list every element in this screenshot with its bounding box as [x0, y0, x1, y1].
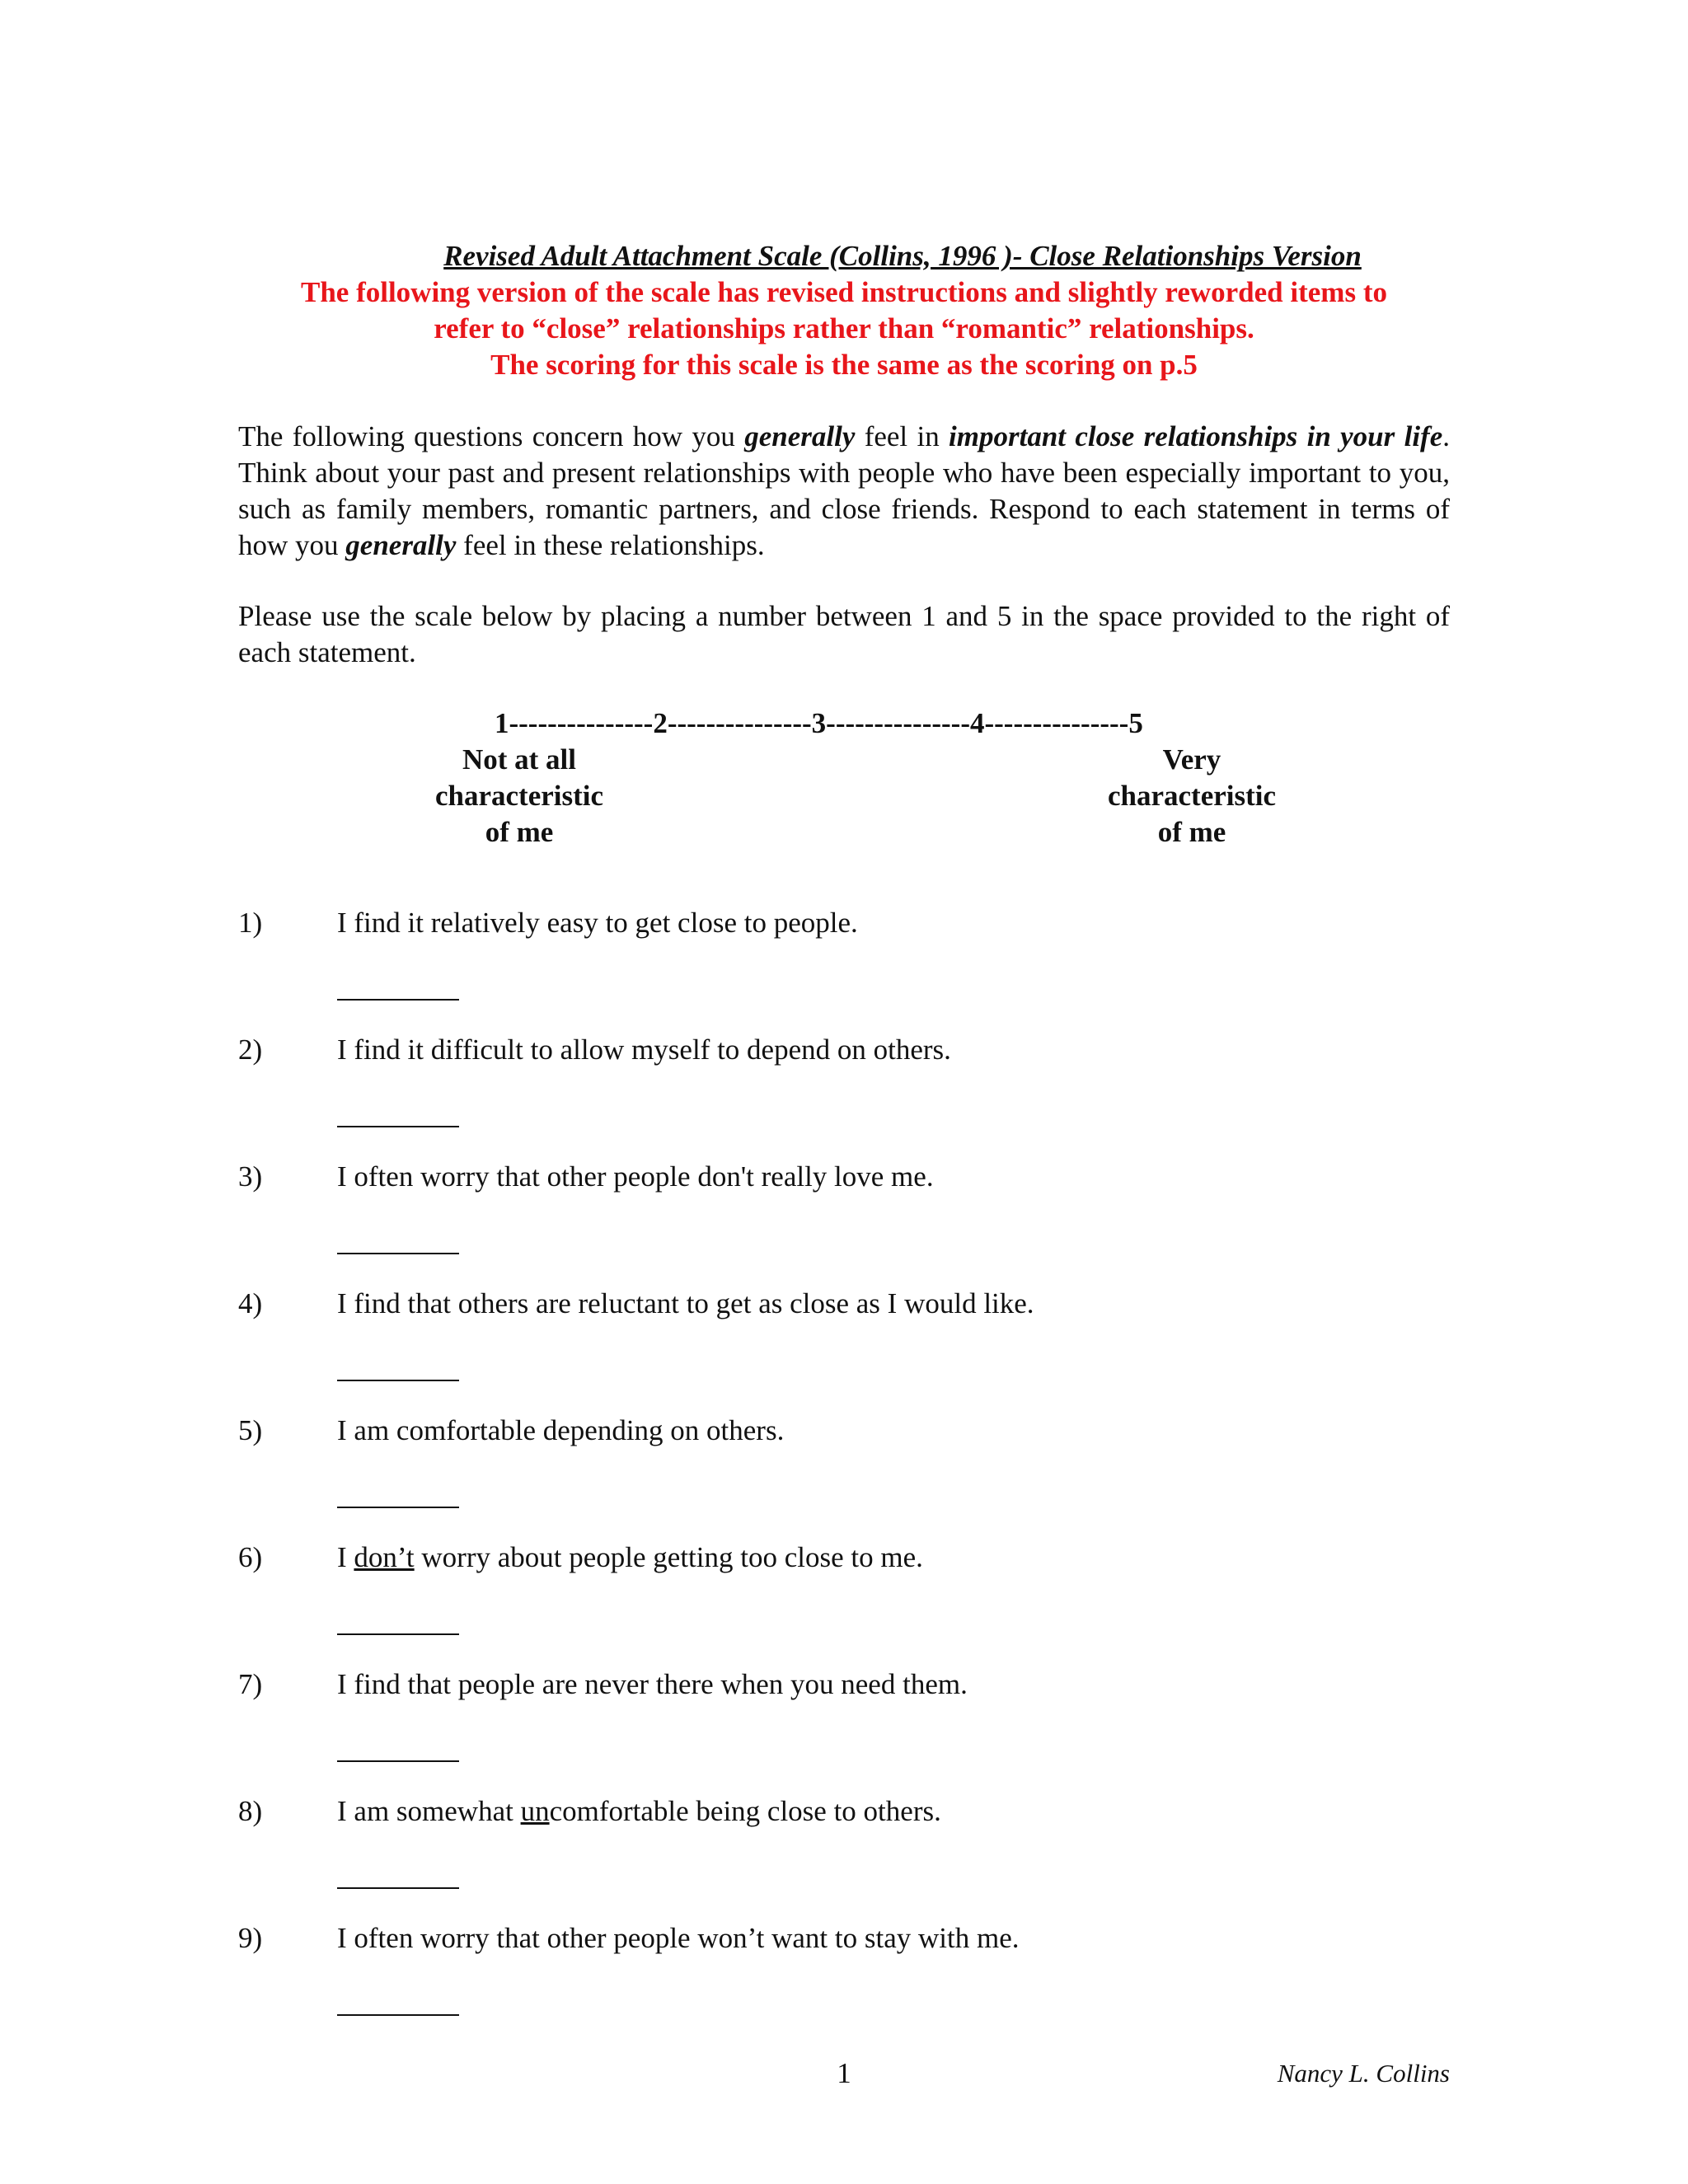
- question-item: [238, 1032, 1450, 1159]
- question-item: [238, 1286, 1450, 1413]
- answer-blank[interactable]: [337, 1760, 459, 1762]
- answer-blank[interactable]: [337, 999, 459, 1001]
- answer-blank[interactable]: [337, 1507, 459, 1508]
- question-text: I often worry that other people won’t want to stay with me.: [337, 1922, 1020, 1954]
- intro-text: feel in these relationships.: [456, 529, 765, 561]
- intro-text: The following questions concern how you: [238, 420, 745, 452]
- question-item: [238, 1793, 1450, 1920]
- anchor-line: of me: [485, 816, 554, 848]
- anchor-line: of me: [1157, 816, 1226, 848]
- author-credit: Nancy L. Collins: [1277, 2059, 1450, 2088]
- anchor-line: characteristic: [434, 780, 604, 812]
- question-number: 6): [238, 1541, 263, 1573]
- question-number: 9): [238, 1922, 263, 1954]
- intro-text: feel in: [855, 420, 950, 452]
- document-title: Revised Adult Attachment Scale (Collins, 1996 )- Close Relationships Version: [443, 240, 1362, 272]
- intro-emphasis: generally: [744, 420, 856, 452]
- answer-blank[interactable]: [337, 1887, 459, 1889]
- question-number: 5): [238, 1414, 263, 1446]
- question-number: 4): [238, 1287, 263, 1319]
- question-item: [238, 1413, 1450, 1540]
- answer-blank[interactable]: [337, 1126, 459, 1127]
- question-text: I find it relatively easy to get close to people.: [337, 907, 858, 939]
- question-number: 7): [238, 1668, 263, 1700]
- anchor-line: Very: [1162, 743, 1221, 776]
- intro-emphasis: important close relationships in your life: [949, 420, 1443, 452]
- notice-line: The following version of the scale has revised instructions and slightly reworded items to: [300, 276, 1387, 308]
- intro-text: . Think about your past and present relationships with people who have been especially important to you, such as family members, romantic partners, and close friends. Respond to each statement in terms of how you: [238, 420, 1450, 561]
- notice-line: The scoring for this scale is the same as the scoring on p.5: [490, 349, 1198, 381]
- question-text: I don’t worry about people getting too close to me.: [337, 1541, 923, 1573]
- question-number: 1): [238, 907, 263, 939]
- anchor-line: Not at all: [462, 743, 577, 776]
- page-number: 1: [837, 2057, 851, 2089]
- answer-blank[interactable]: [337, 2014, 459, 2016]
- question-item: [238, 1666, 1450, 1793]
- question-text: I am comfortable depending on others.: [337, 1414, 785, 1446]
- answer-blank[interactable]: [337, 1253, 459, 1254]
- rating-scale-line: 1---------------2---------------3---------------4---------------5: [495, 707, 1143, 739]
- question-text: I often worry that other people don't really love me.: [337, 1160, 934, 1193]
- question-text: I find that people are never there when you need them.: [337, 1668, 968, 1700]
- question-text: I am somewhat uncomfortable being close to others.: [337, 1795, 941, 1827]
- intro-emphasis: generally: [345, 529, 457, 561]
- scale-anchor-high: [1085, 742, 1299, 851]
- question-number: 8): [238, 1795, 263, 1827]
- intro-paragraph: [238, 419, 1450, 564]
- scale-anchor-low: [412, 742, 626, 851]
- question-item: [238, 1920, 1450, 2047]
- question-text: I find it difficult to allow myself to depend on others.: [337, 1033, 951, 1066]
- revision-notice: [0, 274, 1688, 383]
- question-list: [238, 905, 1450, 2047]
- notice-line: refer to “close” relationships rather than “romantic” relationships.: [434, 312, 1254, 344]
- question-text: I find that others are reluctant to get as close as I would like.: [337, 1287, 1034, 1319]
- question-number: 3): [238, 1160, 263, 1193]
- question-item: [238, 905, 1450, 1032]
- answer-blank[interactable]: [337, 1633, 459, 1635]
- question-item: [238, 1540, 1450, 1666]
- answer-blank[interactable]: [337, 1380, 459, 1381]
- instructions-paragraph: Please use the scale below by placing a number between 1 and 5 in the space provided to the right of each statement.: [238, 600, 1450, 668]
- anchor-line: characteristic: [1107, 780, 1277, 812]
- question-item: [238, 1159, 1450, 1286]
- question-number: 2): [238, 1033, 263, 1066]
